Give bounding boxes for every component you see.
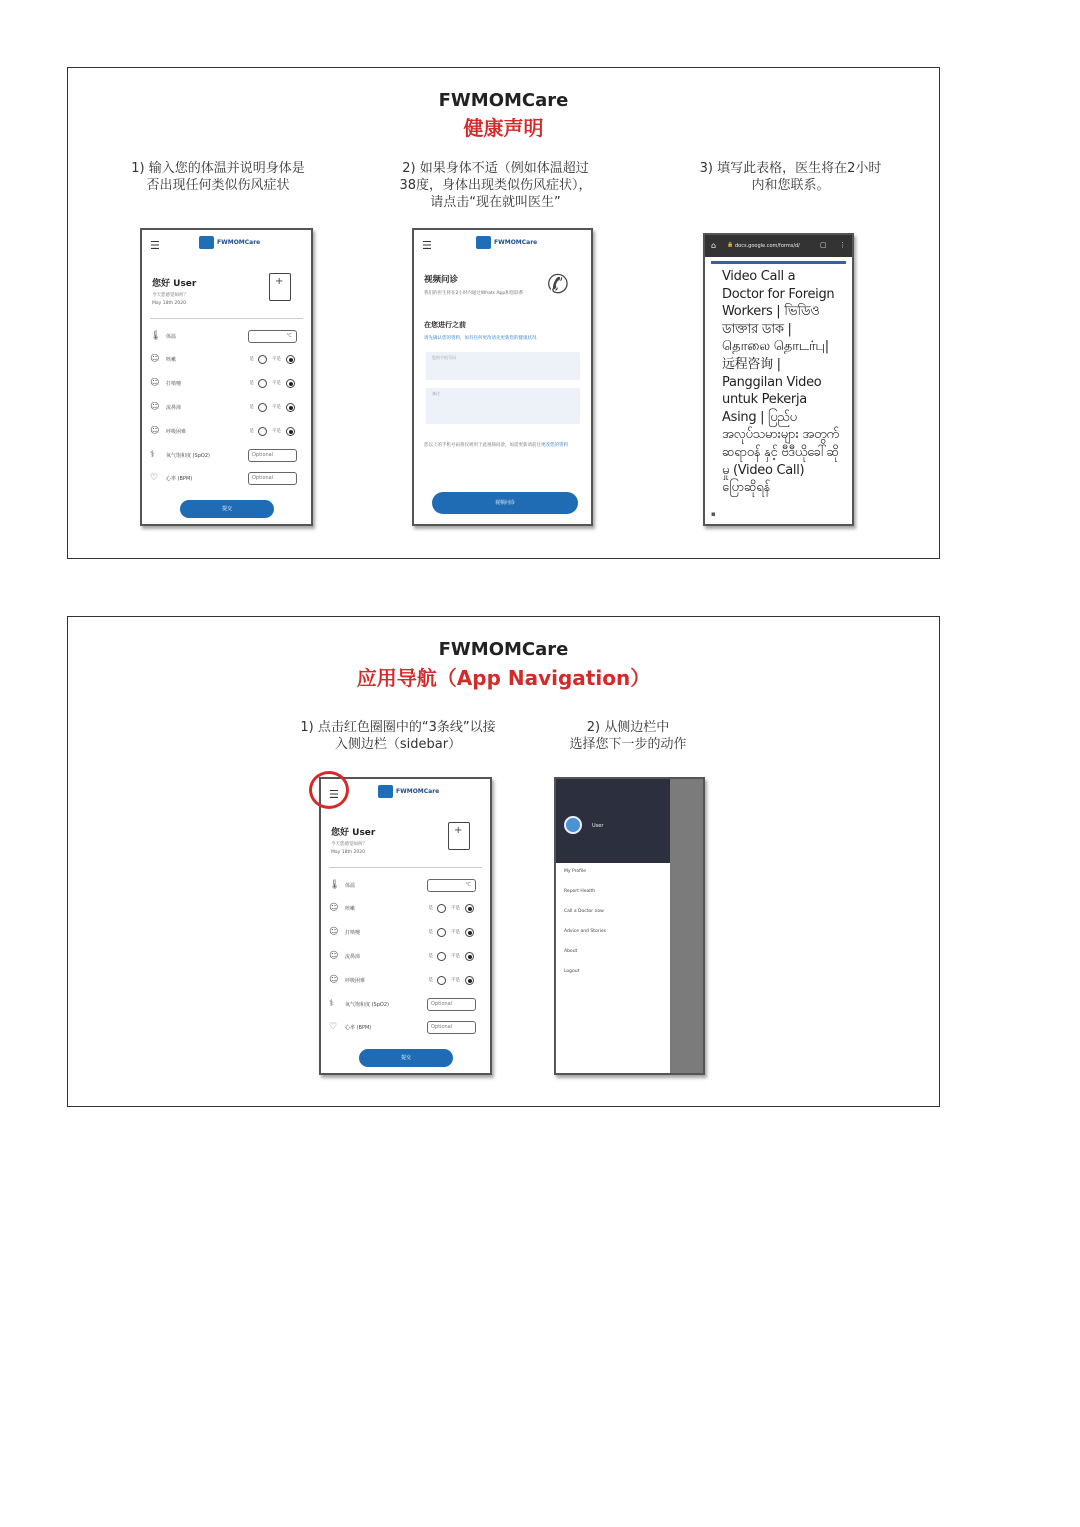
sneeze-yes-radio[interactable] [437,928,446,937]
thermometer-icon: 🌡 [150,331,162,341]
sidebar-item-report-health[interactable]: Report Health [564,889,596,894]
sneeze-row: ☺ 打喷嚏 是 不是 [150,377,301,391]
panel-brand-title: FWMOMCare [438,639,569,660]
spo2-row: ⚕ 氧气饱和度 (SpO2) Optional [329,998,480,1012]
cough-row: ☺ 咳嗽 是 不是 [150,353,301,367]
phone-google-form [703,233,854,526]
more-menu-icon[interactable]: ⋮ [839,241,846,249]
app-logo-icon [199,236,214,249]
before-desc: 请先确认您的资料，如有任何更改请先更新您的健康状况 [424,336,537,341]
nav-step-2-instruction: 2) 从侧边栏中 选择您下一步的动作 [569,720,687,752]
runny-nose-row: ☺ 流鼻涕 是 不是 [150,401,301,415]
browser-address-bar [705,235,852,257]
breathing-yes-radio[interactable] [437,976,446,985]
cough-yes-radio[interactable] [258,355,267,364]
spo2-row: ⚕ 氧气饱和度 (SpO2) Optional [150,449,301,463]
remarks-field[interactable]: 备注 [426,388,580,424]
hamburger-menu-icon[interactable]: ☰ [329,788,339,801]
runny-nose-yes-radio[interactable] [437,952,446,961]
video-consult-button[interactable]: 视频问诊 [432,492,578,514]
cough-no-radio[interactable] [465,904,474,913]
lungs-icon: ☺ [150,426,160,436]
temperature-row: 🌡 体温 ℃ [329,879,480,893]
sneeze-icon: ☺ [329,927,339,937]
panel-subtitle: 应用导航（App Navigation） [356,666,651,690]
cough-icon: ☺ [329,903,339,913]
sidebar-menu [556,863,670,1073]
app-name: FWMOMCare [217,239,261,246]
step-3-instruction: 3) 填写此表格，医生将在2小时 内和您联系。 [699,161,882,193]
medical-document-icon [448,822,470,850]
divider [329,867,482,868]
app-name: FWMOMCare [396,788,440,795]
app-logo-icon [378,785,393,798]
app-navigation-panel [67,616,940,1107]
sneeze-row: ☺ 打喷嚏 是 不是 [329,926,480,940]
app-logo-icon [476,236,491,249]
update-profile-link[interactable]: 更改您的资料 [541,443,568,448]
breathing-row: ☺ 呼吸困难 是 不是 [150,425,301,439]
lungs-icon: ☺ [329,975,339,985]
date-text: May 18th 2020 [331,850,365,855]
panel-subtitle: 健康声明 [463,116,544,140]
breathing-no-radio[interactable] [465,976,474,985]
spo2-input[interactable]: Optional [248,449,297,462]
user-avatar-icon [564,816,582,834]
sidebar-item-advice-stories[interactable]: Advice and Stories [564,929,606,934]
highlight-circle [309,771,349,809]
step-1-instruction: 1) 输入您的体温并说明身体是 否出现任何类似伤风症状 [131,161,305,193]
nav-step-1-instruction: 1) 点击红色圈圈中的“3条线”以接 入侧边栏（sidebar） [300,720,496,752]
app-header [142,230,311,258]
greeting: 您好 User [152,279,197,289]
cough-row: ☺ 咳嗽 是 不是 [329,902,480,916]
feeling-question: 今天您感觉如何？ [152,293,188,298]
submit-button[interactable]: 提交 [180,500,274,518]
breathing-no-radio[interactable] [286,427,295,436]
phone-health-form [140,228,313,526]
privacy-note: 您以上的手机号码将仅被用于此视频问诊，如需更新请前往更改您的资料 [424,443,568,448]
phone-health-form-nav [319,777,492,1075]
home-icon[interactable]: ⌂ [711,241,717,250]
temperature-input[interactable]: ℃ [427,879,476,892]
hamburger-menu-icon[interactable]: ☰ [150,239,160,252]
nose-icon: ☺ [329,951,339,961]
health-declaration-panel [67,67,940,559]
video-consult-title: 视频问诊 [424,275,459,285]
date-text: May 18th 2020 [152,301,186,306]
oximeter-icon: ⚕ [150,450,155,460]
feedback-icon[interactable]: ▪ [711,510,716,518]
app-name: FWMOMCare [494,239,538,246]
runny-nose-row: ☺ 流鼻涕 是 不是 [329,950,480,964]
sneeze-no-radio[interactable] [286,379,295,388]
sidebar-item-logout[interactable]: Logout [564,969,580,974]
sidebar-item-my-profile[interactable]: My Profile [564,869,586,874]
video-consult-desc: 我们的医生将在2小时内通过Whats App和您联系 [424,291,524,296]
runny-nose-yes-radio[interactable] [258,403,267,412]
medical-document-icon [269,273,291,301]
sneeze-yes-radio[interactable] [258,379,267,388]
breathing-row: ☺ 呼吸困难 是 不是 [329,974,480,988]
before-you-proceed-title: 在您进行之前 [424,321,466,329]
divider [150,318,303,319]
lock-icon: 🔒 [727,242,734,248]
hamburger-menu-icon[interactable]: ☰ [422,239,432,252]
sidebar-header [556,779,670,863]
heart-rate-input[interactable]: Optional [248,472,297,485]
step-2-instruction: 2) 如果身体不适（例如体温超过 38度，身体出现类似伤风症状）， 请点击“现在就叫医生” [399,161,592,210]
cough-no-radio[interactable] [286,355,295,364]
sneeze-no-radio[interactable] [465,928,474,937]
submit-button[interactable]: 提交 [359,1049,453,1067]
heart-rate-input[interactable]: Optional [427,1021,476,1034]
sidebar-username: User [592,823,604,829]
temperature-row: 🌡 体温 ℃ [150,330,301,344]
thermometer-icon: 🌡 [329,880,341,890]
panel-brand-title: FWMOMCare [438,90,569,111]
dimmed-background[interactable] [670,779,703,1073]
form-title: Video Call a Doctor for Foreign Workers | ভিডিও ডাক্তার ডাক | தொலை தொடர்பு| 远程咨询 | Panggilan Video untuk Pekerja Asing | ပြည်ပအလုပ်သမားများ အတွက် ဆရာဝန် နှင့် ဗီဒီယိုခေါ်ဆိုမှု (Video Call) ပြောဆိုရန် [722,269,839,496]
breathing-yes-radio[interactable] [258,427,267,436]
nose-icon: ☺ [150,402,160,412]
oximeter-icon: ⚕ [329,999,334,1009]
feeling-question: 今天您感觉如何？ [331,842,367,847]
phone-video-consultation [412,228,593,526]
sidebar-item-about[interactable]: About [564,949,578,954]
heart-rate-row: ♡ 心率 (BPM) Optional [329,1021,480,1035]
app-header [414,230,591,258]
phone-number-field[interactable]: 您的手机号码 [426,352,580,380]
form-header-bar [711,261,846,264]
runny-nose-no-radio[interactable] [286,403,295,412]
phone-call-icon: ✆ [547,270,569,300]
spo2-input[interactable]: Optional [427,998,476,1011]
tabs-icon[interactable]: ▢ [820,241,827,249]
cough-yes-radio[interactable] [437,904,446,913]
url-text[interactable]: docs.google.com/forms/d/ [735,243,800,249]
heart-icon: ♡ [150,473,159,483]
sneeze-icon: ☺ [150,378,160,388]
sidebar-item-call-doctor[interactable]: Call a Doctor now [564,909,604,914]
phone-sidebar-open [554,777,705,1075]
heart-icon: ♡ [329,1022,338,1032]
cough-icon: ☺ [150,354,160,364]
greeting: 您好 User [331,828,376,838]
temperature-input[interactable]: ℃ [248,330,297,343]
runny-nose-no-radio[interactable] [465,952,474,961]
heart-rate-row: ♡ 心率 (BPM) Optional [150,472,301,486]
